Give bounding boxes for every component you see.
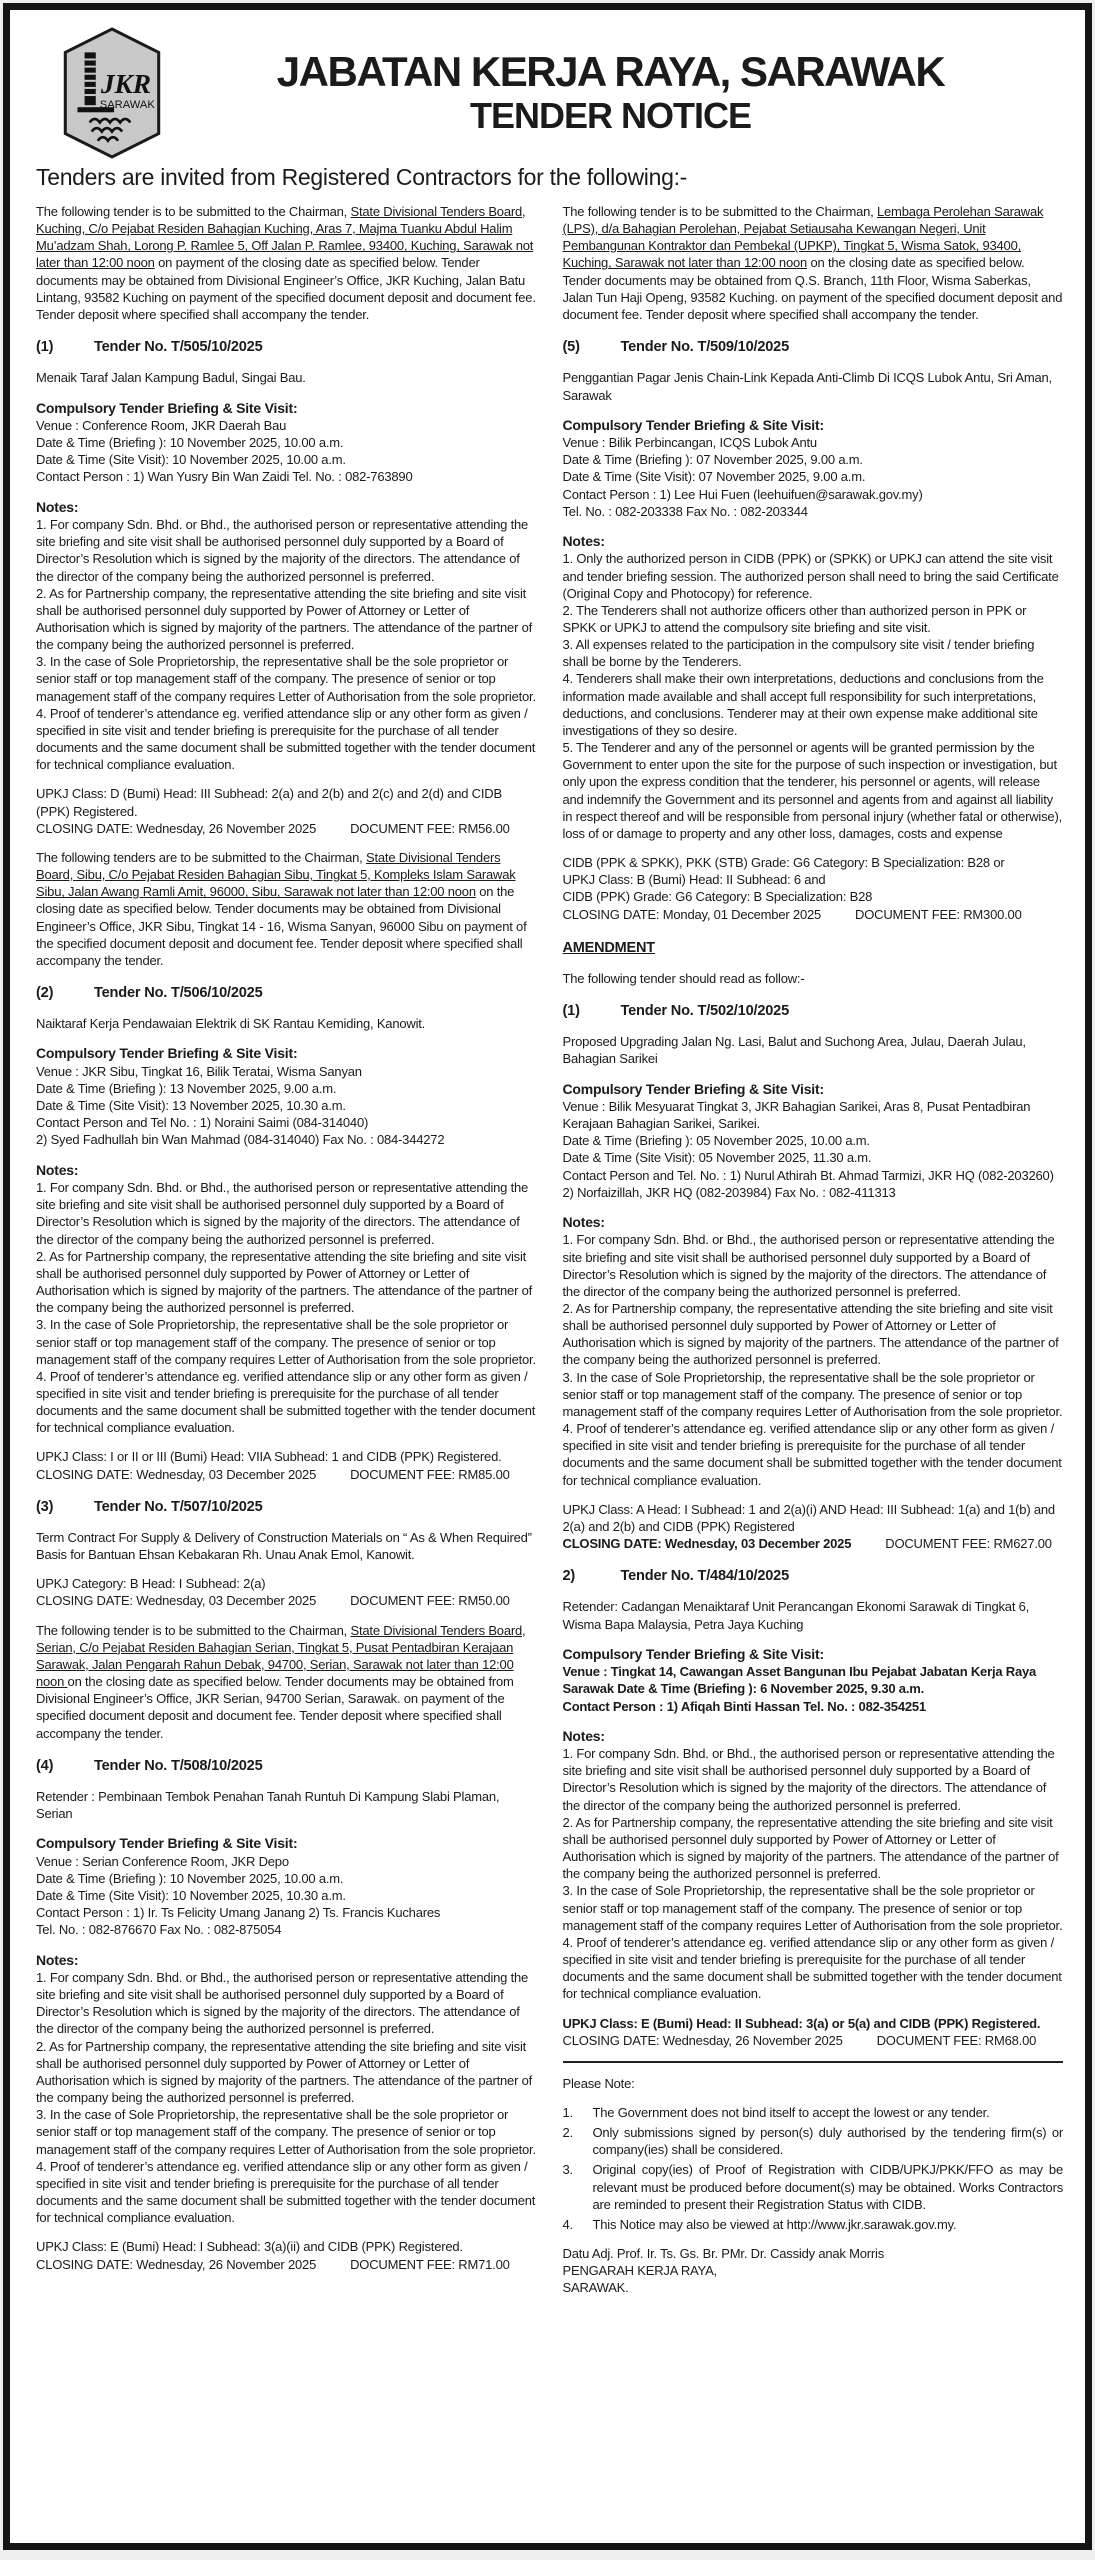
tender-number: 2) — [562, 1568, 576, 1585]
tender-no: Tender No. T/507/10/2025 — [94, 1498, 263, 1515]
text-segment: on the closing date as specified below. Tender documents may be obtained from Divisional Engineer’s Office, JKR Sibu, Tingkat 14 - 16, Wisma Sanyan, 96000 Sibu on payment of the specified document deposit and document fee. Tender deposit where specified shall accompany the tender. — [36, 884, 527, 968]
closing-date: CLOSING DATE: Monday, 01 December 2025 — [562, 906, 822, 922]
detail-line: Date & Time (Site Visit): 07 November 2025, 9.00 a.m. — [562, 469, 866, 485]
tender-number: (4) — [36, 1757, 54, 1774]
detail-line: Contact Person and Tel No. : 1) Noraini Saimi (084-314040) — [36, 1115, 369, 1131]
detail-line: Date & Time (Site Visit): 05 November 2025, 11.30 a.m. — [562, 1150, 872, 1166]
please-note-text: Only submissions signed by person(s) duly authorised by the tendering firm(s) or company(ies) shall be considered. — [592, 2125, 1063, 2158]
closing-line — [36, 1592, 537, 1609]
text-segment: on the closing date as specified below. Tender documents may be obtained from Divisional Engineer’s Office, JKR Serian, 94700 Serian, Sarawak. on payment of the specified document deposit and document fee. Tender deposit where specified shall accompany the tender. — [36, 1674, 514, 1741]
text-segment: on payment of the closing date as specified below. Tender documents may be obtained from Divisional Engineer’s Office, JKR Kuching, Jalan Batu Lintang, 93582 Kuching on payment of the specified document deposit and document fee. Tender deposit where specified shall accompany the tender. — [36, 255, 536, 322]
detail-line: Date & Time (Site Visit): 13 November 2025, 10.30 a.m. — [36, 1098, 346, 1114]
detail-line: Venue : Tingkat 14, Cawangan Asset Bangunan Ibu Pejabat Jabatan Kerja Raya Sarawak Date & Time (Briefing ): 6 November 2025, 9.30 a.m. — [562, 1664, 1037, 1697]
text-segment: State Divisional Tenders Board, Sibu, C/o Pejabat Residen Bahagian Sibu, Tingkat 5, Kompleks Islam Sarawak Sibu, Jalan Awang Ramli Amit, 96000, Sibu, Sarawak not later than 12:00 noon — [36, 849, 516, 900]
note-item: 4. Proof of tenderer’s attendance eg. verified attendance slip or any other form as given / specified in site visit and tender briefing is prerequisite for the purchase of all tender documents and the same document shall be submitted together with the tender document for technical compliance evaluation. — [562, 1934, 1062, 2002]
note-item: 4. Proof of tenderer’s attendance eg. verified attendance slip or any other form as given / specified in site visit and tender briefing is prerequisite for the purchase of all tender documents and the same document shall be submitted together with the tender document for technical compliance evaluation. — [562, 1421, 1062, 1488]
section-heading: Notes: — [36, 1951, 79, 1968]
tender-heading — [563, 1002, 1064, 1021]
logo-acronym: JKR — [100, 69, 152, 99]
tender-no: Tender No. T/508/10/2025 — [94, 1757, 263, 1774]
divider-rule — [563, 2061, 1064, 2063]
detail-lines — [563, 2245, 1064, 2296]
detail-line: Date & Time (Site Visit): 10 November 2025, 10.30 a.m. — [36, 1888, 346, 1904]
notes-list — [36, 1969, 537, 2226]
note-item: 1. For company Sdn. Bhd. or Bhd., the authorised person or representative attending the site briefing and site visit shall be authorised personnel duly supported by a Board of Director’s Resolution which is signed by the majority of the directors. The attendance of the director of the company being the authorized personnel is preferred. — [562, 1746, 1055, 1813]
notes-list — [36, 516, 537, 773]
notes-list — [563, 550, 1064, 842]
text-segment: State Divisional Tenders Board, Kuching, C/o Pejabat Residen Bahagian Kuching, Aras 7, Majma Tuanku Abdul Halim Mu’adzam Shah, Lorong P. Ramlee 5, Off Jalan P. Ramlee, 93400, Kuching, Sarawak not later than 12:00 noon — [36, 204, 534, 271]
text-line: UPKJ Class: A Head: I Subhead: 1 and 2(a)(i) AND Head: III Subhead: 1(a) and 1(b) and 2(a) and 2(b) and CIDB (PPK) Registered — [562, 1501, 1055, 1534]
detail-line: Contact Person : 1) Wan Yusry Bin Wan Zaidi Tel. No. : 082-763890 — [36, 469, 413, 485]
text-segment: on the closing date as specified below. Tender documents may be obtained from Q.S. Branch, 11th Floor, Wisma Saberkas, Jalan Tun Haji Openg, 93582 Kuching. on payment of the specified document deposit and document fee. Tender deposit where specified shall accompany the tender. — [562, 255, 1063, 322]
closing-line — [36, 2256, 537, 2273]
detail-line: Date & Time (Briefing ): 10 November 2025, 10.00 a.m. — [36, 435, 344, 451]
tender-number: (1) — [36, 339, 54, 356]
detail-line: Venue : Bilik Perbincangan, ICQS Lubok Antu — [562, 435, 817, 451]
detail-line: SARAWAK. — [562, 2280, 629, 2296]
closing-date: CLOSING DATE: Wednesday, 26 November 2025 — [36, 2256, 317, 2272]
closing-date: CLOSING DATE: Wednesday, 03 December 2025 — [36, 1466, 317, 1482]
please-note-item — [563, 2161, 1064, 2212]
please-note-text: Original copy(ies) of Proof of Registration with CIDB/UPKJ/PKK/FFO as may be relevant must be produced before document(s) may be obtained. Works Contractors are reminded to present their Registration Status with CIDB. — [592, 2162, 1063, 2212]
section-heading: Compulsory Tender Briefing & Site Visit: — [562, 1645, 824, 1662]
section-heading: Notes: — [562, 532, 605, 549]
title-block — [188, 48, 1063, 137]
note-item: 3. All expenses related to the participation in the compulsory site visit / tender briefing shall be borne by the Tenderers. — [562, 637, 1035, 670]
tender-heading — [563, 1567, 1064, 1586]
text-line: The following tender should read as follow:- — [562, 970, 805, 986]
document-frame — [3, 3, 1092, 2550]
note-item: 1. For company Sdn. Bhd. or Bhd., the authorised person or representative attending the site briefing and site visit shall be authorised personnel duly supported by a Board of Director’s Resolution which is signed by the majority of the directors. The attendance of the director of the company being the authorized personnel is preferred. — [36, 1970, 529, 2037]
section-heading: Notes: — [36, 498, 79, 515]
text-line: UPKJ Class: E (Bumi) Head: I Subhead: 3(a)(ii) and CIDB (PPK) Registered. — [36, 2239, 463, 2255]
detail-line: Datu Adj. Prof. Ir. Ts. Gs. Br. PMr. Dr. Cassidy anak Morris — [562, 2246, 885, 2262]
logo-region: SARAWAK — [99, 99, 155, 112]
please-note-list — [563, 2104, 1064, 2233]
tender-number: (1) — [562, 1002, 580, 1019]
detail-line: Contact Person : 1) Lee Hui Fuen (leehuifuen@sarawak.gov.my) — [562, 486, 923, 502]
please-note-item — [563, 2216, 1064, 2233]
tender-heading — [36, 338, 537, 357]
document-fee: DOCUMENT FEE: RM56.00 — [350, 820, 510, 836]
note-item: 2. As for Partnership company, the representative attending the site briefing and site visit shall be authorised personnel duly supported by Power of Attorney or Letter of Authorisation which is signed by majority of the partners. The attendance of the partner of the company being the authorized personnel is preferred. — [36, 2038, 533, 2106]
section-heading: Compulsory Tender Briefing & Site Visit: — [36, 1045, 298, 1062]
section-heading: Compulsory Tender Briefing & Site Visit: — [562, 1080, 824, 1097]
detail-line: Date & Time (Briefing ): 10 November 2025, 10.00 a.m. — [36, 1870, 344, 1886]
detail-line: Date & Time (Site Visit): 10 November 2025, 10.00 a.m. — [36, 452, 346, 468]
detail-lines — [563, 1098, 1064, 1201]
paragraph — [36, 1622, 537, 1742]
tender-heading — [36, 1498, 537, 1517]
section-heading: Compulsory Tender Briefing & Site Visit: — [36, 1835, 298, 1852]
text-segment: The following tender is to be submitted to the Chairman, — [36, 204, 351, 219]
closing-date: CLOSING DATE: Wednesday, 26 November 2025 — [562, 2032, 843, 2048]
please-note-item — [563, 2124, 1064, 2158]
text-segment: The following tenders are to be submitted to the Chairman, — [36, 849, 366, 865]
detail-lines — [563, 434, 1064, 520]
detail-line: PENGARAH KERJA RAYA, — [562, 2263, 717, 2279]
tender-no: Tender No. T/505/10/2025 — [94, 339, 263, 356]
please-note-number: 2. — [562, 2125, 573, 2141]
section-heading: Compulsory Tender Briefing & Site Visit: — [36, 399, 298, 416]
tender-heading — [36, 1757, 537, 1776]
please-note-text: The Government does not bind itself to accept the lowest or any tender. — [592, 2104, 990, 2120]
text-segment: The following tender is to be submitted to the Chairman, — [36, 1622, 351, 1638]
detail-lines — [563, 854, 1064, 905]
note-item: 4. Proof of tenderer’s attendance eg. verified attendance slip or any other form as given / specified in site visit and tender briefing is prerequisite for the purchase of all tender documents and the same document shall be submitted together with the tender document for technical compliance evaluation. — [36, 2158, 536, 2226]
text-line: Proposed Upgrading Jalan Ng. Lasi, Balut and Suchong Area, Julau, Daerah Julau, Bahagian Sarikei — [562, 1034, 1026, 1067]
detail-line: UPKJ Class: B (Bumi) Head: II Subhead: 6 and — [562, 872, 826, 888]
paragraph — [36, 849, 537, 969]
detail-line: Venue : JKR Sibu, Tingkat 16, Bilik Teratai, Wisma Sanyan — [36, 1063, 362, 1079]
closing-line — [36, 1466, 537, 1483]
text-line: UPKJ Class: E (Bumi) Head: II Subhead: 3(a) or 5(a) and CIDB (PPK) Registered. — [562, 2015, 1041, 2031]
notes-list — [563, 1231, 1064, 1488]
please-note-number: 4. — [562, 2216, 573, 2232]
detail-line: 2) Syed Fadhullah bin Wan Mahmad (084-314040) Fax No. : 084-344272 — [36, 1132, 445, 1148]
tender-heading — [563, 338, 1064, 357]
note-item: 1. Only the authorized person in CIDB (PPK) or (SPKK) or UPKJ can attend the site visit and tender briefing session. The authorized person shall need to bring the said Certificate (Original Copy and Photocopy) for reference. — [562, 551, 1059, 601]
please-note-number: 3. — [562, 2162, 573, 2178]
detail-line: Date & Time (Briefing ): 07 November 2025, 9.00 a.m. — [562, 452, 863, 468]
please-note-number: 1. — [562, 2104, 573, 2120]
tender-number: (2) — [36, 984, 54, 1001]
closing-line — [563, 2032, 1064, 2049]
columns — [36, 203, 1063, 2297]
closing-line — [563, 906, 1064, 923]
note-item: 1. For company Sdn. Bhd. or Bhd., the authorised person or representative attending the site briefing and site visit shall be authorised personnel duly supported by a Board of Director’s Resolution which is signed by the majority of the directors. The attendance of the director of the company being the authorized personnel is preferred. — [36, 517, 529, 584]
tender-heading — [36, 984, 537, 1003]
closing-line — [563, 1535, 1064, 1552]
text-segment: State Divisional Tenders Board, Serian, C/o Pejabat Residen Bahagian Serian, Tingkat 5, Pusat Pentadbiran Kerajaan Sarawak, Jalan Pengarah Rahun Debak, 94700, Serian, Sarawak not later than 12:00 noon — [36, 1622, 526, 1690]
detail-line: Venue : Conference Room, JKR Daerah Bau — [36, 417, 287, 433]
notes-list — [36, 1179, 537, 1436]
text-line: Naiktaraf Kerja Pendawaian Elektrik di SK Rantau Kemiding, Kanowit. — [36, 1016, 426, 1032]
section-heading: Notes: — [562, 1213, 605, 1230]
closing-line — [36, 820, 537, 837]
tender-no: Tender No. T/509/10/2025 — [620, 339, 790, 356]
detail-line: Tel. No. : 082-203338 Fax No. : 082-203344 — [562, 503, 808, 519]
text-line: Penggantian Pagar Jenis Chain-Link Kepada Anti-Climb Di ICQS Lubok Antu, Sri Aman, Sarawak — [562, 370, 1052, 403]
detail-line: Date & Time (Briefing ): 05 November 2025, 10.00 a.m. — [562, 1133, 870, 1149]
closing-date: CLOSING DATE: Wednesday, 03 December 2025 — [36, 1593, 317, 1609]
note-item: 5. The Tenderer and any of the personnel or agents will be granted permission by the Government to enter upon the site for the purpose of such inspection or investigation, but only upon the express condition that the tenderer, his personnel or agents, will release and indemnify the Government and its personnel and agents from and against all liability in respect thereof and will be responsible from personal injury (whether fatal or otherwise), loss of or damage to property and any other loss, damages, costs and expense — [562, 740, 1062, 841]
note-item: 4. Tenderers shall make their own interpretations, deductions and conclusions from the information made available and shall accept full responsibility for such interpretations, deductions, and conclusions. Tenderer may at their own expense make additional site investigations of they so desire. — [562, 671, 1044, 738]
note-item: 4. Proof of tenderer’s attendance eg. verified attendance slip or any other form as given / specified in site visit and tender briefing is prerequisite for the purchase of all tender documents and the same document shall be submitted together with the tender document for technical compliance evaluation. — [36, 1368, 536, 1436]
note-item: 2. As for Partnership company, the representative attending the site briefing and site visit shall be authorised personnel duly supported by Power of Attorney or Letter of Authorisation which is signed by majority of the partners. The attendance of the partner of the company being the authorized personnel is preferred. — [562, 1814, 1059, 1882]
section-heading: Notes: — [562, 1727, 605, 1744]
paragraph — [36, 203, 537, 323]
notes-list — [563, 1745, 1064, 2002]
detail-lines — [36, 417, 537, 486]
detail-line: Contact Person and Tel. No. : 1) Nurul Athirah Bt. Ahmad Tarmizi, JKR HQ (082-203260) — [562, 1167, 1054, 1183]
detail-lines — [36, 1853, 537, 1939]
text-segment: Lembaga Perolehan Sarawak (LPS), d/a Bahagian Perolehan, Pejabat Setiausaha Kewangan Negeri, Unit Pembangunan Kontraktor dan Pembekal (UPKP), Tingkat 5, Wisma Satok, 93400, Kuching, Sarawak not later than 12:00 noon — [562, 204, 1044, 271]
detail-line: Venue : Serian Conference Room, JKR Depo — [36, 1853, 289, 1869]
note-item: 4. Proof of tenderer’s attendance eg. verified attendance slip or any other form as given / specified in site visit and tender briefing is prerequisite for the purchase of all tender documents and the same document shall be submitted together with the tender document for technical compliance evaluation. — [36, 705, 536, 773]
note-item: 1. For company Sdn. Bhd. or Bhd., the authorised person or representative attending the site briefing and site visit shall be authorised personnel duly supported by a Board of Director’s Resolution which is signed by the majority of the directors. The attendance of the director of the company being the authorized personnel is preferred. — [562, 1232, 1055, 1299]
document-fee: DOCUMENT FEE: RM85.00 — [350, 1466, 510, 1482]
note-item: 3. In the case of Sole Proprietorship, the representative shall be the sole proprietor or senior staff or top management staff of the company. The presence of senior or top management staff of the company requires Letter of Authorisation from the sole proprietor. — [562, 1883, 1063, 1933]
detail-line: Date & Time (Briefing ): 13 November 2025, 9.00 a.m. — [36, 1081, 337, 1096]
detail-line: Contact Person : 1) Ir. Ts Felicity Umang Janang 2) Ts. Francis Kuchares — [36, 1905, 441, 1921]
section-heading: Compulsory Tender Briefing & Site Visit: — [562, 416, 824, 433]
detail-line: CIDB (PPK & SPKK), PKK (STB) Grade: G6 Category: B Specialization: B28 or — [562, 855, 1005, 871]
detail-line: CIDB (PPK) Grade: G6 Category: B Specialization: B28 — [562, 889, 873, 905]
right-column — [563, 203, 1064, 2297]
document-header — [36, 26, 1063, 160]
document-fee: DOCUMENT FEE: RM71.00 — [350, 2256, 510, 2272]
please-note-item — [563, 2104, 1064, 2121]
tender-number: (5) — [562, 339, 580, 356]
text-line: Retender: Cadangan Menaiktaraf Unit Perancangan Ekonomi Sarawak di Tingkat 6, Wisma Bapa Malaysia, Petra Jaya Kuching — [562, 1599, 1030, 1632]
detail-line: Tel. No. : 082-876670 Fax No. : 082-875054 — [36, 1922, 282, 1938]
closing-date: CLOSING DATE: Wednesday, 03 December 2025 — [562, 1536, 852, 1552]
agency-title: JABATAN KERJA RAYA, SARAWAK — [276, 48, 945, 96]
note-item: 2. The Tenderers shall not authorize officers other than authorized person in PPK or SPKK or UPKJ to attend the compulsory site briefing and site visit. — [562, 602, 1027, 635]
note-item: 3. In the case of Sole Proprietorship, the representative shall be the sole proprietor or senior staff or top management staff of the company. The presence of senior or top management staff of the company requires Letter of Authorisation from the sole proprietor. — [36, 654, 536, 704]
text-line: Menaik Taraf Jalan Kampung Badul, Singai Bau. — [36, 370, 306, 386]
note-item: 2. As for Partnership company, the representative attending the site briefing and site visit shall be authorised personnel duly supported by Power of Attorney or Letter of Authorisation which is signed by majority of the partners. The attendance of the partner of the company being the authorized personnel is preferred. — [36, 585, 533, 653]
text-line: UPKJ Class: D (Bumi) Head: III Subhead: 2(a) and 2(b) and 2(c) and 2(d) and CIDB (PPK) Registered. — [36, 786, 502, 819]
tender-no: Tender No. T/484/10/2025 — [620, 1568, 790, 1585]
detail-lines — [563, 1663, 1064, 1714]
amendment-heading: AMENDMENT — [562, 939, 655, 956]
note-item: 2. As for Partnership company, the representative attending the site briefing and site visit shall be authorised personnel duly supported by Power of Attorney or Letter of Authorisation which is signed by majority of the partners. The attendance of the partner of the company being the authorized personnel is preferred. — [36, 1248, 533, 1316]
text-line: UPKJ Category: B Head: I Subhead: 2(a) — [36, 1576, 266, 1592]
note-item: 1. For company Sdn. Bhd. or Bhd., the authorised person or representative attending the site briefing and site visit shall be authorised personnel duly supported by a Board of Director’s Resolution which is signed by the majority of the directors. The attendance of the director of the company being the authorized personnel is preferred. — [36, 1180, 529, 1247]
text-line: Term Contract For Supply & Delivery of Construction Materials on “ As & When Required” Basis for Bantuan Ehsan Kebakaran Rh. Unau Anak Emol, Kanowit. — [36, 1530, 532, 1563]
text-line: UPKJ Class: I or II or III (Bumi) Head: VIIA Subhead: 1 and CIDB (PPK) Registered. — [36, 1449, 502, 1465]
document-fee: DOCUMENT FEE: RM68.00 — [876, 2032, 1037, 2048]
closing-date: CLOSING DATE: Wednesday, 26 November 2025 — [36, 820, 317, 836]
text-segment: The following tender is to be submitted to the Chairman, — [562, 204, 877, 219]
jkr-logo — [36, 26, 188, 160]
document-fee: DOCUMENT FEE: RM50.00 — [350, 1593, 510, 1609]
detail-lines — [36, 1063, 537, 1149]
notice-title: TENDER NOTICE — [469, 95, 751, 137]
detail-line: Venue : Bilik Mesyuarat Tingkat 3, JKR Bahagian Sarikei, Aras 8, Pusat Pentadbiran Kerajaan Bahagian Sarikei, Sarikei. — [562, 1098, 1031, 1132]
paragraph — [563, 203, 1064, 323]
note-item: 3. In the case of Sole Proprietorship, the representative shall be the sole proprietor or senior staff or top management staff of the company. The presence of senior or top management staff of the company requires Letter of Authorisation from the sole proprietor. — [562, 1369, 1063, 1419]
tender-no: Tender No. T/506/10/2025 — [94, 984, 263, 1001]
detail-line: 2) Norfaizillah, JKR HQ (082-203984) Fax No. : 082-411313 — [562, 1184, 896, 1200]
text-line: Retender : Pembinaan Tembok Penahan Tanah Runtuh Di Kampung Slabi Plaman, Serian — [36, 1788, 500, 1822]
document-fee: DOCUMENT FEE: RM300.00 — [855, 906, 1022, 922]
note-item: 3. In the case of Sole Proprietorship, the representative shall be the sole proprietor or senior staff or top management staff of the company. The presence of senior or top management staff of the company requires Letter of Authorisation from the sole proprietor. — [36, 1317, 536, 1367]
please-note-text: This Notice may also be viewed at http://www.jkr.sarawak.gov.my. — [592, 2216, 957, 2232]
document-fee: DOCUMENT FEE: RM627.00 — [885, 1536, 1052, 1552]
tender-no: Tender No. T/502/10/2025 — [620, 1002, 790, 1019]
intro-line: Tenders are invited from Registered Contractors for the following:- — [36, 164, 688, 190]
section-heading: Notes: — [36, 1161, 79, 1178]
note-item: 3. In the case of Sole Proprietorship, the representative shall be the sole proprietor or senior staff or top management staff of the company. The presence of senior or top management staff of the company requires Letter of Authorisation from the sole proprietor. — [36, 2107, 536, 2157]
left-column — [36, 203, 537, 2273]
tender-number: (3) — [36, 1498, 54, 1515]
detail-line: Contact Person : 1) Afiqah Binti Hassan Tel. No. : 082-354251 — [562, 1698, 926, 1714]
note-item: 2. As for Partnership company, the representative attending the site briefing and site visit shall be authorised personnel duly supported by Power of Attorney or Letter of Authorisation which is signed by majority of the partners. The attendance of the partner of the company being the authorized personnel is preferred. — [562, 1301, 1059, 1368]
text-line: Please Note: — [562, 2075, 635, 2091]
